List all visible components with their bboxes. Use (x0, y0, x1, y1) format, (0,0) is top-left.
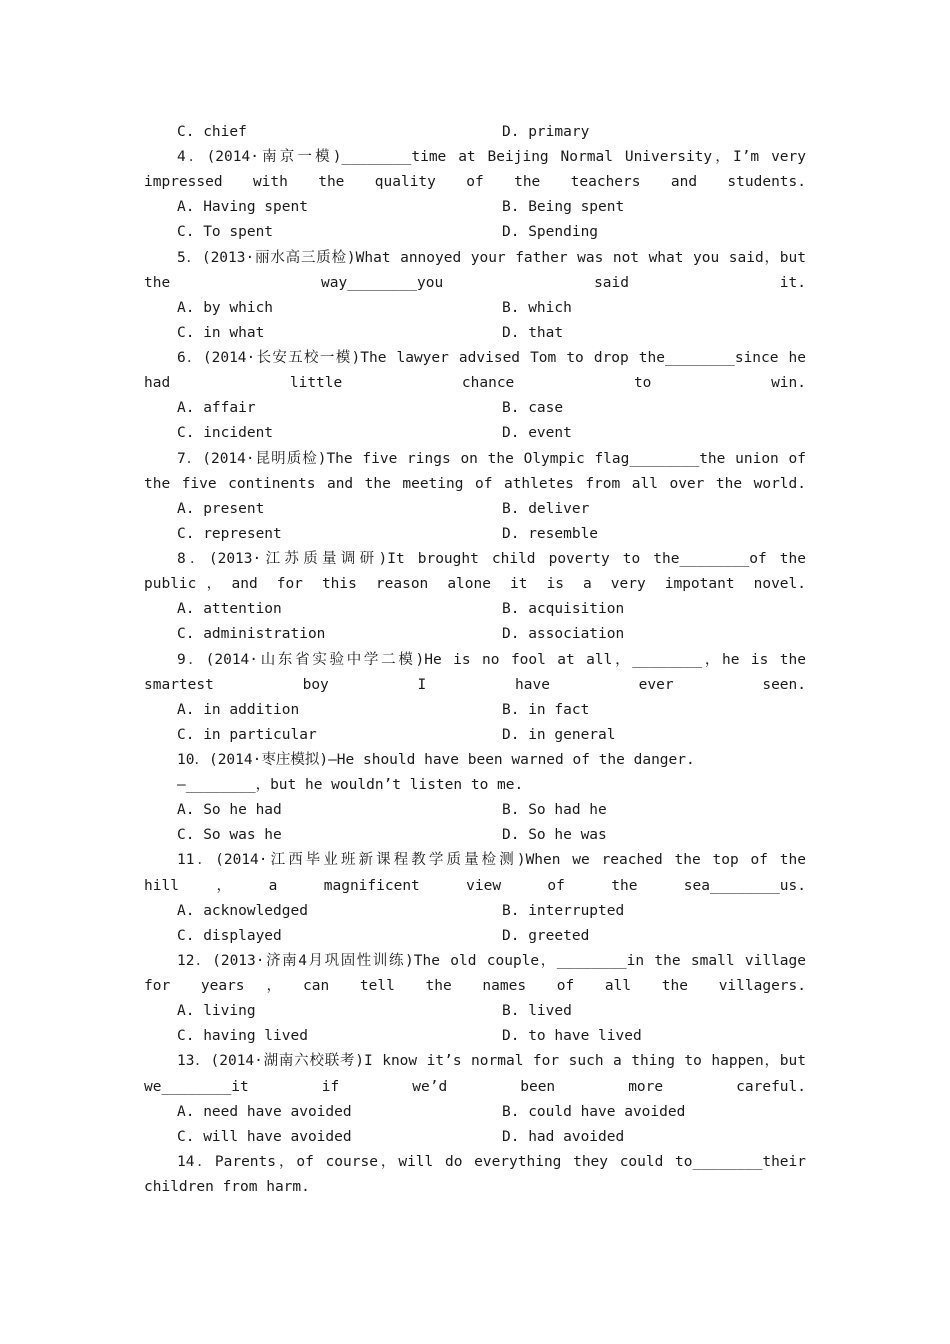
question-line: 8．(2013·江苏质量调研)It brought child poverty to the________of the (177, 551, 806, 567)
question-continuation: had little chance to win. (144, 375, 806, 391)
option-right: B. acquisition (502, 601, 625, 617)
option-right: D. primary (502, 124, 590, 140)
option-left: A. in addition (177, 702, 300, 718)
option-row (0, 698, 950, 723)
question-continuation: for years，can tell the names of all the villagers. (144, 978, 806, 994)
option-row (0, 924, 950, 949)
option-row (0, 597, 950, 622)
question-continuation: smartest boy I have ever seen. (144, 677, 806, 693)
option-left: C. in particular (177, 727, 317, 743)
option-right: D. Spending (502, 224, 599, 240)
option-left: A. So he had (177, 802, 282, 818)
option-row (0, 321, 950, 346)
question-line: 14．Parents，of course，will do everything they could to________their (177, 1154, 806, 1170)
option-right: D. So he was (502, 827, 607, 843)
option-left: C. incident (177, 425, 274, 441)
option-left: A. affair (177, 400, 256, 416)
option-row (0, 999, 950, 1024)
option-right: B. case (502, 400, 564, 416)
question-continuation: public，and for this reason alone it is a very impotant novel. (144, 576, 806, 592)
question-continuation: impressed with the quality of the teachers and students. (144, 174, 806, 190)
option-right: D. to have lived (502, 1028, 642, 1044)
option-right: B. which (502, 300, 572, 316)
question-continuation: hill，a magnificent view of the sea________us. (144, 878, 806, 894)
option-right: B. lived (502, 1003, 572, 1019)
question-line: 7．(2014·昆明质检)The five rings on the Olympic flag________the union of (177, 451, 806, 467)
option-right: B. Being spent (502, 199, 625, 215)
option-right: B. So had he (502, 802, 607, 818)
option-right: D. had avoided (502, 1129, 625, 1145)
question-continuation: the five continents and the meeting of athletes from all over the world. (144, 476, 806, 492)
option-left: C. displayed (177, 928, 282, 944)
option-row (0, 899, 950, 924)
option-row (0, 220, 950, 245)
option-left: C. chief (177, 124, 247, 140)
option-row (0, 823, 950, 848)
option-left: C. administration (177, 626, 326, 642)
option-left: C. So was he (177, 827, 282, 843)
option-left: A. acknowledged (177, 903, 308, 919)
option-left: A. attention (177, 601, 282, 617)
option-left: A. Having spent (177, 199, 308, 215)
option-row (0, 1100, 950, 1125)
option-left: C. in what (177, 325, 265, 341)
option-row (0, 421, 950, 446)
option-left: A. by which (177, 300, 274, 316)
question-continuation: children from harm. (144, 1179, 310, 1195)
option-row (0, 723, 950, 748)
question-line: 10．(2014·枣庄模拟)—He should have been warned of the danger. (177, 752, 695, 768)
question-continuation: the way________you said it. (144, 275, 806, 291)
option-left: A. need have avoided (177, 1104, 352, 1120)
question-line: 5．(2013·丽水高三质检)What annoyed your father was not what you said，but (177, 250, 806, 266)
option-right: D. in general (502, 727, 616, 743)
option-left: C. represent (177, 526, 282, 542)
option-left: A. present (177, 501, 265, 517)
question-continuation: we________it if we’d been more careful. (144, 1079, 806, 1095)
option-left: C. having lived (177, 1028, 308, 1044)
option-row (0, 195, 950, 220)
question-line: —________，but he wouldn’t listen to me. (177, 777, 524, 793)
option-row (0, 1024, 950, 1049)
option-right: D. greeted (502, 928, 590, 944)
question-line: 11．(2014·江西毕业班新课程教学质量检测)When we reached the top of the (177, 852, 806, 868)
option-right: B. interrupted (502, 903, 625, 919)
option-right: B. could have avoided (502, 1104, 686, 1120)
option-row (0, 396, 950, 421)
option-right: D. association (502, 626, 625, 642)
question-line: 9．(2014·山东省实验中学二模)He is no fool at all，________，he is the (177, 652, 806, 668)
option-right: B. in fact (502, 702, 590, 718)
question-line: 12．(2013·济南4月巩固性训练)The old couple，________in the small village (177, 953, 806, 969)
option-right: D. resemble (502, 526, 599, 542)
option-row (0, 1125, 950, 1150)
option-left: A. living (177, 1003, 256, 1019)
option-row (0, 798, 950, 823)
option-left: C. will have avoided (177, 1129, 352, 1145)
question-line: 4．(2014·南京一模)________time at Beijing Normal University，I’m very (177, 149, 806, 165)
option-row (0, 120, 950, 145)
option-right: D. event (502, 425, 572, 441)
question-line: 6．(2014·长安五校一模)The lawyer advised Tom to drop the________since he (177, 350, 806, 366)
question-line: 13．(2014·湖南六校联考)I know it’s normal for such a thing to happen，but (177, 1053, 806, 1069)
option-row (0, 296, 950, 321)
option-row (0, 522, 950, 547)
option-left: C. To spent (177, 224, 274, 240)
option-row (0, 497, 950, 522)
option-right: B. deliver (502, 501, 590, 517)
option-row (0, 622, 950, 647)
option-right: D. that (502, 325, 564, 341)
